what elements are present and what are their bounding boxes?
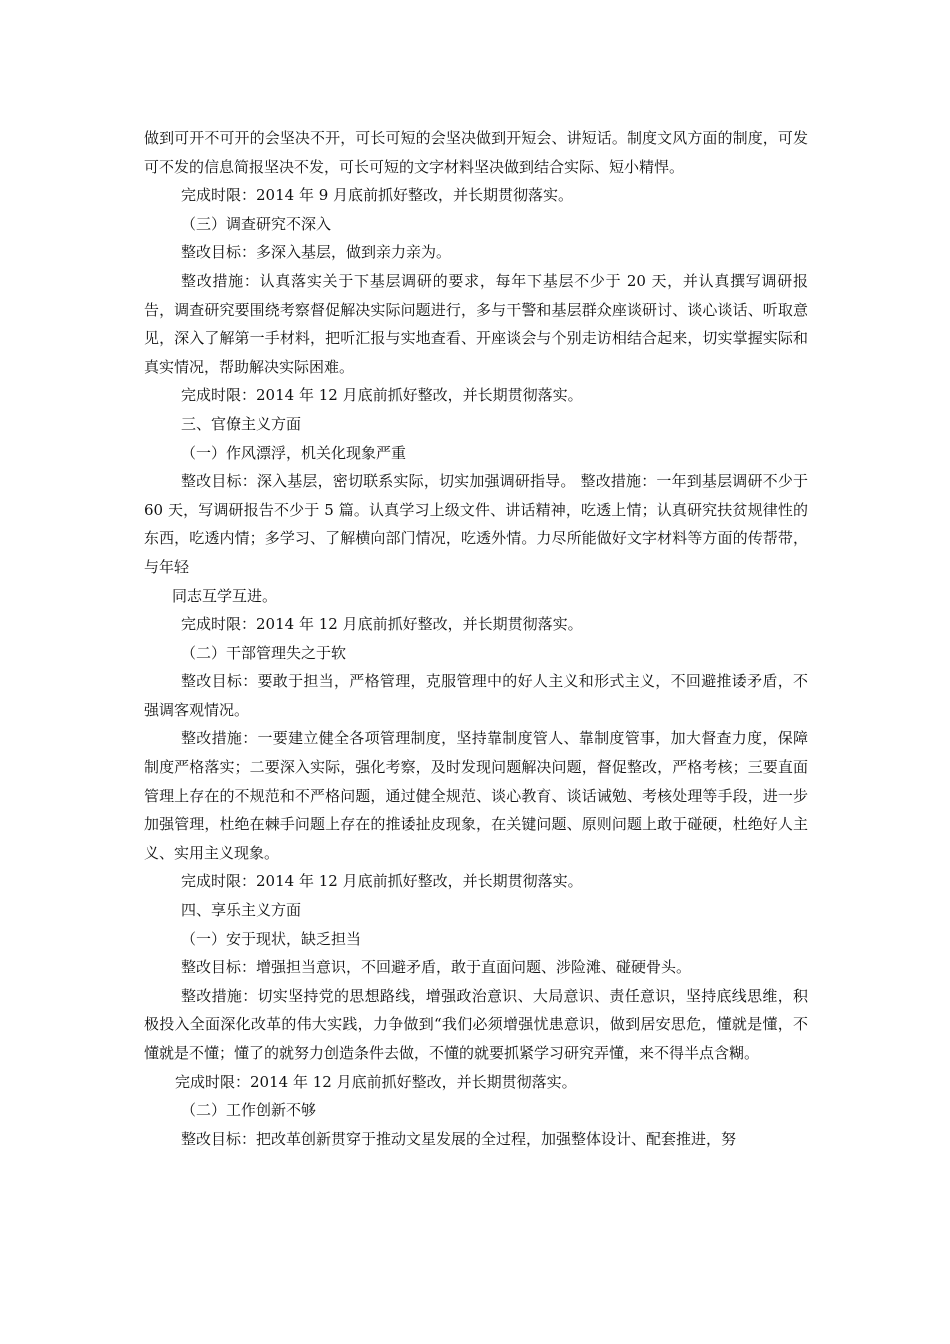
paragraph-measures: 整改措施：一要建立健全各项管理制度，坚持靠制度管人、靠制度管事，加大督查力度，保障制度严格落实；二要深入实际，强化考察，及时发现问题解决问题，督促整改，严格考核；三要直面管理上存在的不规范和不严格问题，通过健全规范、谈心教育、谈话诫勉、考核处理等手段，进一步加强管理，杜绝在棘手问题上存在的推诿扯皮现象，在关键问题、原则问题上敢于碰硬，杜绝好人主义、实用主义现象。 [144,729,808,862]
paragraph-target: 整改目标：把改革创新贯穿于推动文星发展的全过程，加强整体设计、配套推进，努 [181,1129,737,1148]
paragraph-measures: 整改措施：切实坚持党的思想路线，增强政治意识、大局意识、责任意识，坚持底线思维，积极投入全面深化改革的伟大实践，力争做到“我们必须增强忧患意识，做到居安思危，懂就是懂，不懂就是不懂；懂了的就努力创造条件去做，不懂的就要抓紧学习研究弄懂，来不得半点含糊。 [144,986,808,1062]
paragraph-deadline: 完成时限：2014 年 12 月底前抓好整改，并长期贯彻落实。 [181,872,583,891]
paragraph-target: 整改目标：要敢于担当，严格管理，克服管理中的好人主义和形式主义，不回避推诿矛盾，不强调客观情况。 [144,672,808,719]
paragraph-measures: 整改措施：认真落实关于下基层调研的要求，每年下基层不少于 20 天，并认真撰写调研报告，调查研究要围绕考察督促解决实际问题进行，多与干警和基层群众座谈研讨、谈心谈话、听取意见，深入了解第一手材料，把听汇报与实地查看、开座谈会与个别走访相结合起来，切实掌握实际和真实情况，帮助解决实际困难。 [144,271,808,376]
paragraph-continuation: 同志互学互进。 [172,586,278,605]
paragraph-target: 整改目标：多深入基层，做到亲力亲为。 [181,243,452,262]
paragraph-target: 整改目标：增强担当意识，不回避矛盾，敢于直面问题、涉险滩、碰硬骨头。 [181,958,692,977]
subsection-heading: （一）安于现状，缺乏担当 [181,929,362,948]
paragraph-deadline: 完成时限：2014 年 12 月底前抓好整改，并长期贯彻落实。 [181,615,583,634]
subsection-heading: （一）作风漂浮，机关化现象严重 [181,443,407,462]
subsection-heading: （二）干部管理失之于软 [181,643,347,662]
section-heading: 四、享乐主义方面 [181,901,302,920]
paragraph-meeting-rules: 做到可开不可开的会坚决不开，可长可短的会坚决做到开短会、讲短话。制度文风方面的制度，可发可不发的信息简报坚决不发，可长可短的文字材料坚决做到结合实际、短小精悍。 [144,129,808,176]
document-body [144,124,808,1153]
subsection-heading: （二）工作创新不够 [181,1101,317,1120]
section-heading: 三、官僚主义方面 [181,414,302,433]
paragraph-deadline: 完成时限：2014 年 12 月底前抓好整改，并长期贯彻落实。 [175,1072,577,1091]
subsection-heading: （三）调查研究不深入 [181,214,332,233]
paragraph-deadline: 完成时限：2014 年 9 月底前抓好整改，并长期贯彻落实。 [181,186,574,205]
paragraph-deadline: 完成时限：2014 年 12 月底前抓好整改，并长期贯彻落实。 [181,386,583,405]
paragraph-target-measures: 整改目标：深入基层，密切联系实际，切实加强调研指导。 整改措施：一年到基层调研不少于 60 天，写调研报告不少于 5 篇。认真学习上级文件、讲话精神，吃透上情；认真研究扶贫规律性的东西，吃透内情；多学习、了解横向部门情况，吃透外情。力尽所能做好文字材料等方面的传帮带，与年轻 [144,472,808,576]
